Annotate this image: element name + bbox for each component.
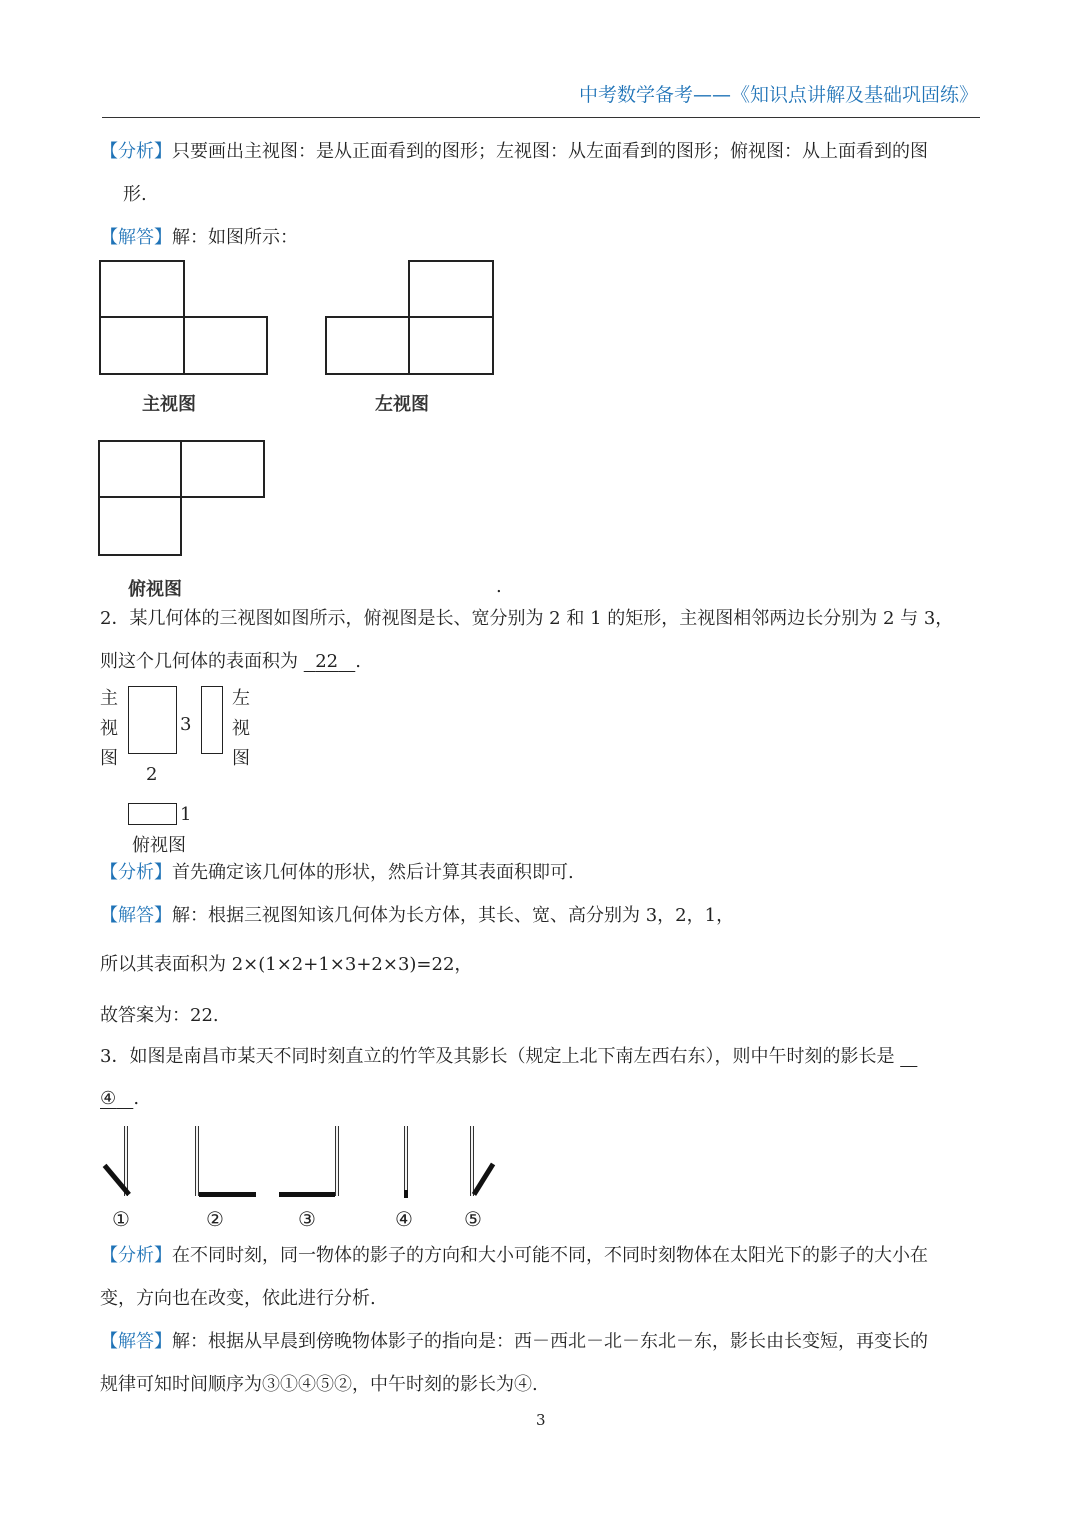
q3-answer-line1: 解：根据从早晨到傍晚物体影子的指向是：西－西北－北－东北－东，影长由长变短，再变长的 (172, 1331, 928, 1352)
q3-analysis (100, 1247, 928, 1265)
top-view-caption: 俯视图 (128, 579, 182, 600)
q3-answer-tag: 【解答】 (100, 1331, 172, 1352)
q2-front-view-rect (128, 686, 177, 754)
q2-stem-suffix: . (355, 651, 361, 672)
q2-top-view-label: 俯视图 (132, 835, 186, 856)
q3-answer-line2: 规律可知时间顺序为③①④⑤②，中午时刻的影长为④. (100, 1374, 538, 1395)
q2-answer (100, 907, 734, 925)
q2-analysis (100, 864, 574, 882)
q2-front-label-3: 图 (100, 748, 118, 769)
q1-answer-tag: 【解答】 (100, 227, 172, 248)
pole (195, 1126, 199, 1196)
q2-stem-line1: 2．某几何体的三视图如图所示，俯视图是长、宽分别为 2 和 1 的矩形，主视图相邻两边长分别为 2 与 3， (100, 608, 954, 629)
q3-answer (100, 1333, 928, 1351)
pole (335, 1126, 339, 1196)
q1-analysis-line2: 形. (123, 184, 147, 205)
q1-analysis (100, 143, 928, 161)
shadow (279, 1192, 335, 1197)
q1-analysis-line1: 只要画出主视图：是从正面看到的图形；左视图：从左面看到的图形；俯视图：从上面看到的图 (172, 141, 928, 162)
q2-answer-line1: 解：根据三视图知该几何体为长方体，其长、宽、高分别为 3，2，1， (172, 905, 735, 926)
q2-left-label-3: 图 (232, 748, 250, 769)
page-header-title: 中考数学备考——《知识点讲解及基础巩固练》 (578, 84, 978, 106)
q3-analysis-line2: 变，方向也在改变，依此进行分析. (100, 1288, 376, 1309)
top-view-cell (98, 440, 182, 498)
q1-analysis-tag: 【分析】 (100, 141, 172, 162)
pole (404, 1126, 408, 1192)
q3-answer-blank: ④ (100, 1088, 117, 1109)
top-view-cell (98, 496, 182, 556)
q2-stem-prefix: 则这个几何体的表面积为 (100, 651, 298, 672)
left-view-cell (408, 316, 494, 375)
q1-period: . (496, 576, 502, 597)
q2-answer-line2: 所以其表面积为 2×(1×2+1×3+2×3)=22， (100, 954, 473, 975)
q2-dim-width: 2 (146, 764, 158, 785)
q2-analysis-text: 首先确定该几何体的形状，然后计算其表面积即可. (172, 862, 574, 883)
q3-stem-text: 3．如图是南昌市某天不同时刻直立的竹竿及其影长（规定上北下南左西右东），则中午时刻的影长是 (100, 1046, 895, 1067)
front-view-cell (183, 316, 268, 375)
q2-top-view-rect (128, 803, 177, 825)
q2-dim-depth: 1 (180, 804, 192, 825)
front-view-caption: 主视图 (142, 394, 196, 415)
q2-front-label-1: 主 (100, 688, 118, 709)
q2-front-label-2: 视 (100, 718, 118, 739)
q2-left-view-rect (201, 686, 223, 754)
page-number: 3 (536, 1411, 546, 1429)
q3-analysis-tag: 【分析】 (100, 1245, 172, 1266)
top-view-cell (180, 440, 265, 498)
q2-left-label-1: 左 (232, 688, 250, 709)
q3-analysis-line1: 在不同时刻，同一物体的影子的方向和大小可能不同，不同时刻物体在太阳光下的影子的大小在 (172, 1245, 928, 1266)
front-view-cell (99, 260, 185, 318)
header-rule (102, 117, 980, 118)
q3-label-2: ② (206, 1207, 224, 1231)
pole (470, 1126, 474, 1196)
shadow (404, 1190, 408, 1198)
q3-label-4: ④ (395, 1207, 413, 1231)
q2-analysis-tag: 【分析】 (100, 862, 172, 883)
q2-answer-blank: 22 (315, 651, 339, 672)
q3-stem-suffix: . (133, 1088, 140, 1109)
q2-stem-line2 (100, 653, 361, 671)
q3-label-1: ① (112, 1207, 130, 1231)
q3-stem-line1 (100, 1048, 917, 1066)
q2-answer-tag: 【解答】 (100, 905, 172, 926)
q2-dim-height: 3 (180, 714, 192, 735)
shadow (472, 1163, 495, 1196)
q3-label-5: ⑤ (464, 1207, 482, 1231)
q1-answer (100, 229, 298, 247)
q2-left-label-2: 视 (232, 718, 250, 739)
shadow (199, 1192, 256, 1197)
left-view-cell (408, 260, 494, 318)
front-view-cell (99, 316, 185, 375)
q3-label-3: ③ (298, 1207, 316, 1231)
left-view-caption: 左视图 (375, 394, 429, 415)
q1-answer-text: 解：如图所示： (172, 227, 298, 248)
left-view-cell (325, 316, 410, 375)
q2-answer-line3: 故答案为：22. (100, 1005, 219, 1026)
q3-stem-line2 (100, 1090, 139, 1108)
